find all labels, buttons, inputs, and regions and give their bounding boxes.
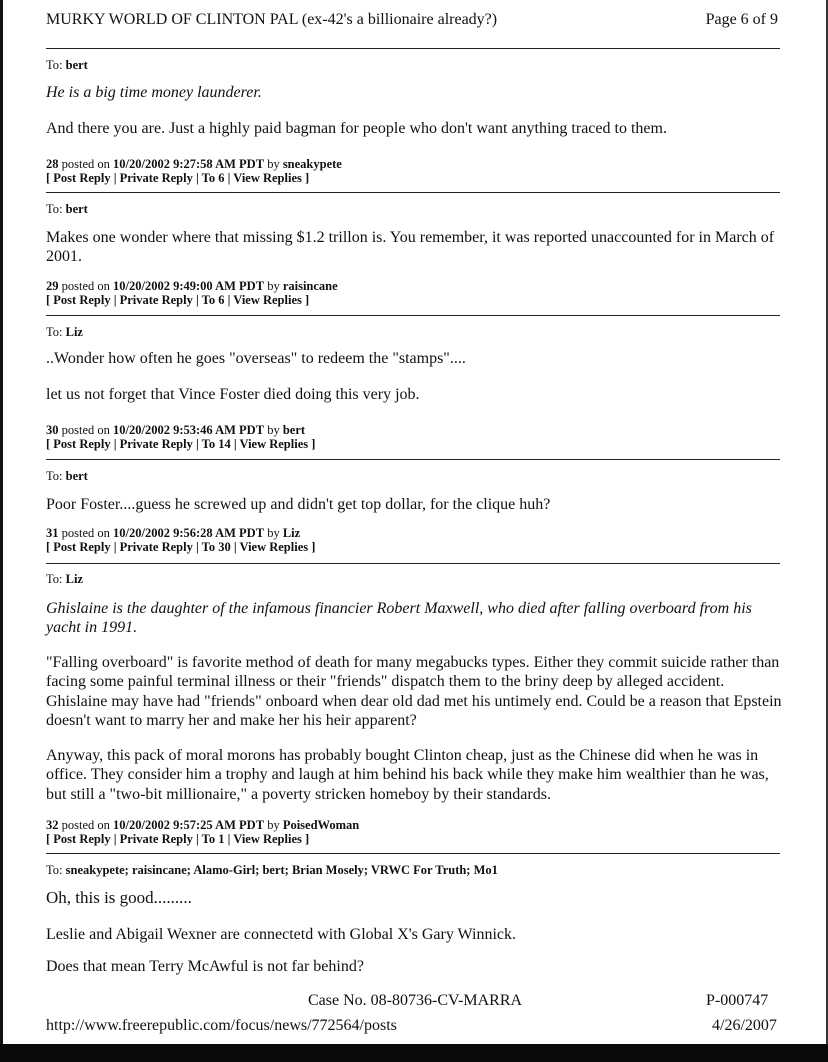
- post-reply-link[interactable]: Post Reply: [53, 293, 111, 307]
- scan-edge-bottom: [0, 1044, 828, 1062]
- page-number: Page 6 of 9: [705, 11, 778, 28]
- post-recipient: To: bert: [46, 58, 88, 72]
- post-recipient: To: bert: [46, 202, 88, 216]
- divider: [46, 192, 780, 193]
- post-body: Does that mean Terry McAwful is not far behind?: [46, 958, 364, 975]
- page-title: MURKY WORLD OF CLINTON PAL (ex-42's a billionaire already?): [46, 11, 498, 28]
- author-link[interactable]: Liz: [282, 526, 301, 540]
- view-replies-link[interactable]: View Replies: [233, 293, 302, 307]
- post-quote: Ghislaine is the daughter of the infamous financier Robert Maxwell, who died after falling overboard from his yacht in 1991.: [46, 600, 752, 637]
- post-quote: He is a big time money launderer.: [46, 84, 262, 101]
- private-reply-link[interactable]: Private Reply: [119, 171, 193, 185]
- to-link[interactable]: To 1: [201, 832, 225, 846]
- view-replies-link[interactable]: View Replies: [239, 540, 309, 554]
- post-meta: 28 posted on 10/20/2002 9:27:58 AM PDT by sneakypete [ Post Reply | Private Reply | To 6 | View Replies ]: [46, 157, 342, 185]
- to-link[interactable]: To 30: [201, 540, 231, 554]
- divider: [46, 48, 780, 49]
- post-reply-link[interactable]: Post Reply: [53, 832, 111, 846]
- view-replies-link[interactable]: View Replies: [239, 437, 309, 451]
- author-link[interactable]: PoisedWoman: [282, 818, 360, 832]
- divider: [46, 853, 780, 854]
- post-meta: 30 posted on 10/20/2002 9:53:46 AM PDT by bert [ Post Reply | Private Reply | To 14 | View Replies ]: [46, 423, 316, 451]
- scan-edge-left: [0, 0, 3, 1062]
- post-body: Makes one wonder where that missing $1.2 trillon is. You remember, it was reported unaccounted for in March of 2001.: [46, 229, 775, 266]
- private-reply-link[interactable]: Private Reply: [119, 437, 193, 451]
- post-body: Oh, this is good.........: [46, 888, 192, 907]
- footer-url: http://www.freerepublic.com/focus/news/772564/posts: [46, 1017, 397, 1034]
- post-meta: 29 posted on 10/20/2002 9:49:00 AM PDT by raisincane [ Post Reply | Private Reply | To 6 | View Replies ]: [46, 279, 338, 307]
- author-link[interactable]: sneakypete: [282, 157, 342, 171]
- post-recipient: To: Liz: [46, 572, 83, 586]
- to-link[interactable]: To 6: [201, 171, 225, 185]
- author-link[interactable]: raisincane: [282, 279, 338, 293]
- post-recipient: To: Liz: [46, 325, 83, 339]
- post-body: Anyway, this pack of moral morons has probably bought Clinton cheap, just as the Chinese did when he was in office. They consider him a trophy and laugh at him behind his back while they make him wealthier than he was, but still a "two-bit millionaire," a poverty stricken homeboy by their standards.: [46, 747, 769, 803]
- post-reply-link[interactable]: Post Reply: [53, 171, 111, 185]
- private-reply-link[interactable]: Private Reply: [119, 832, 193, 846]
- view-replies-link[interactable]: View Replies: [233, 171, 302, 185]
- view-replies-link[interactable]: View Replies: [233, 832, 302, 846]
- post-body: And there you are. Just a highly paid bagman for people who don't want anything traced to them.: [46, 120, 667, 137]
- post-reply-link[interactable]: Post Reply: [53, 540, 111, 554]
- post-reply-link[interactable]: Post Reply: [53, 437, 111, 451]
- author-link[interactable]: bert: [282, 423, 306, 437]
- post-recipient: To: sneakypete; raisincane; Alamo-Girl; bert; Brian Mosely; VRWC For Truth; Mo1: [46, 863, 498, 877]
- divider: [46, 315, 780, 316]
- post-meta: 32 posted on 10/20/2002 9:57:25 AM PDT by PoisedWoman [ Post Reply | Private Reply | To 1 | View Replies ]: [46, 818, 360, 846]
- divider: [46, 459, 780, 460]
- print-date: 4/26/2007: [712, 1017, 777, 1034]
- to-link[interactable]: To 14: [201, 437, 231, 451]
- post-body: ..Wonder how often he goes "overseas" to redeem the "stamps"....: [46, 350, 466, 367]
- case-number-stamp: Case No. 08-80736-CV-MARRA: [308, 992, 523, 1009]
- post-body: let us not forget that Vince Foster died doing this very job.: [46, 386, 420, 403]
- to-link[interactable]: To 6: [201, 293, 225, 307]
- private-reply-link[interactable]: Private Reply: [119, 540, 193, 554]
- page-header: [46, 11, 778, 29]
- divider: [46, 563, 780, 564]
- bates-number-stamp: P-000747: [706, 992, 769, 1009]
- private-reply-link[interactable]: Private Reply: [119, 293, 193, 307]
- post-recipient: To: bert: [46, 469, 88, 483]
- post-body: "Falling overboard" is favorite method of death for many megabucks types. Either they commit suicide rather than facing some painful terminal illness or their "friends" dispatch them to the briny deep by alleged accident. Ghislaine may have had "friends" onboard when dear old dad met his untimely end. Could be a reason that Epstein doesn't want to marry her and make her his heir apparent?: [46, 654, 782, 729]
- post-body: Leslie and Abigail Wexner are connectetd with Global X's Gary Winnick.: [46, 926, 516, 943]
- post-meta: 31 posted on 10/20/2002 9:56:28 AM PDT by Liz [ Post Reply | Private Reply | To 30 | View Replies ]: [46, 526, 316, 554]
- post-body: Poor Foster....guess he screwed up and didn't get top dollar, for the clique huh?: [46, 496, 551, 513]
